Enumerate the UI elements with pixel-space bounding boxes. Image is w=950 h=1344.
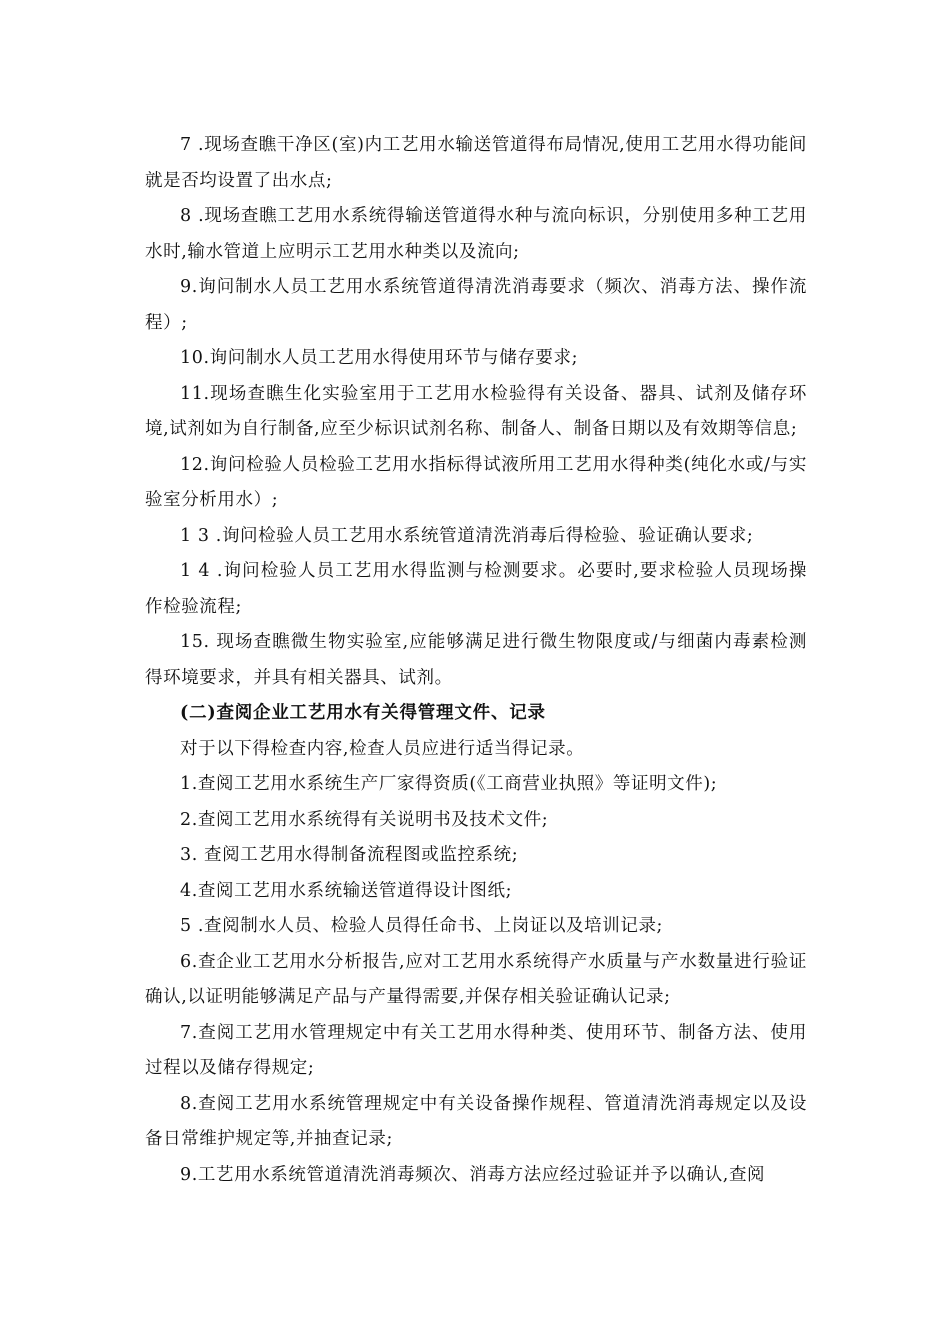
paragraph-doc-9-cleaning-validation: 9.工艺用水系统管道清洗消毒频次、消毒方法应经过验证并予以确认,查阅 — [180, 1164, 766, 1185]
paragraph-13-post-cleaning-validation: 1 3 .询问检验人员工艺用水系统管道清洗消毒后得检验、验证确认要求; — [180, 525, 754, 546]
paragraph-doc-4-drawings: 4.查阅工艺用水系统输送管道得设计图纸; — [180, 880, 513, 901]
paragraph-doc-3-flowchart: 3. 查阅工艺用水得制备流程图或监控系统; — [180, 845, 519, 865]
paragraph-9-pipe-cleaning: 9.询问制水人员工艺用水系统管道得清洗消毒要求（频次、消毒方法、操作流程）; — [145, 277, 807, 333]
paragraph-10-usage-storage: 10.询问制水人员工艺用水得使用环节与储存要求; — [180, 348, 579, 368]
paragraph-15-microbiology-lab: 15. 现场查瞧微生物实验室,应能够满足进行微生物限度或/与细菌内毒素检测得环境要求，并具有相关器具、试剂。 — [145, 632, 807, 688]
paragraph-7-clean-area-pipes: 7 .现场查瞧干净区(室)内工艺用水输送管道得布局情况,使用工艺用水得功能间就是否均设置了出水点; — [145, 135, 807, 191]
paragraph-8-pipe-labels: 8 .现场查瞧工艺用水系统得输送管道得水种与流向标识，分别使用多种工艺用水时,输水管道上应明示工艺用水种类以及流向; — [145, 206, 807, 262]
section-heading-documents: (二)查阅企业工艺用水有关得管理文件、记录 — [180, 703, 546, 723]
paragraph-intro-records: 对于以下得检查内容,检查人员应进行适当得记录。 — [180, 738, 585, 759]
paragraph-doc-5-appointments: 5 .查阅制水人员、检验人员得任命书、上岗证以及培训记录; — [180, 916, 664, 936]
paragraph-doc-1-manufacturer: 1.查阅工艺用水系统生产厂家得资质(《工商营业执照》等证明文件); — [180, 774, 718, 794]
paragraph-doc-6-analysis-report: 6.查企业工艺用水分析报告,应对工艺用水系统得产水质量与产水数量进行验证确认,以证明能够满足产品与产量得需要,并保存相关验证确认记录; — [145, 951, 807, 1007]
paragraph-11-biochem-lab: 11.现场查瞧生化实验室用于工艺用水检验得有关设备、器具、试剂及储存环境,试剂如为自行制备,应至少标识试剂名称、制备人、制备日期以及有效期等信息; — [145, 383, 807, 439]
document-body — [145, 128, 807, 1193]
paragraph-doc-2-manuals: 2.查阅工艺用水系统得有关说明书及技术文件; — [180, 809, 549, 830]
paragraph-12-test-solution-water: 12.询问检验人员检验工艺用水指标得试液所用工艺用水得种类(纯化水或/与实验室分析用水）; — [145, 454, 807, 510]
paragraph-doc-7-management-rules: 7.查阅工艺用水管理规定中有关工艺用水得种类、使用环节、制备方法、使用过程以及储存得规定; — [145, 1022, 807, 1078]
paragraph-doc-8-operation-procedures: 8.查阅工艺用水系统管理规定中有关设备操作规程、管道清洗消毒规定以及设备日常维护规定等,并抽查记录; — [145, 1093, 807, 1149]
paragraph-14-monitoring: 1 4 .询问检验人员工艺用水得监测与检测要求。必要时,要求检验人员现场操作检验流程; — [145, 561, 807, 617]
